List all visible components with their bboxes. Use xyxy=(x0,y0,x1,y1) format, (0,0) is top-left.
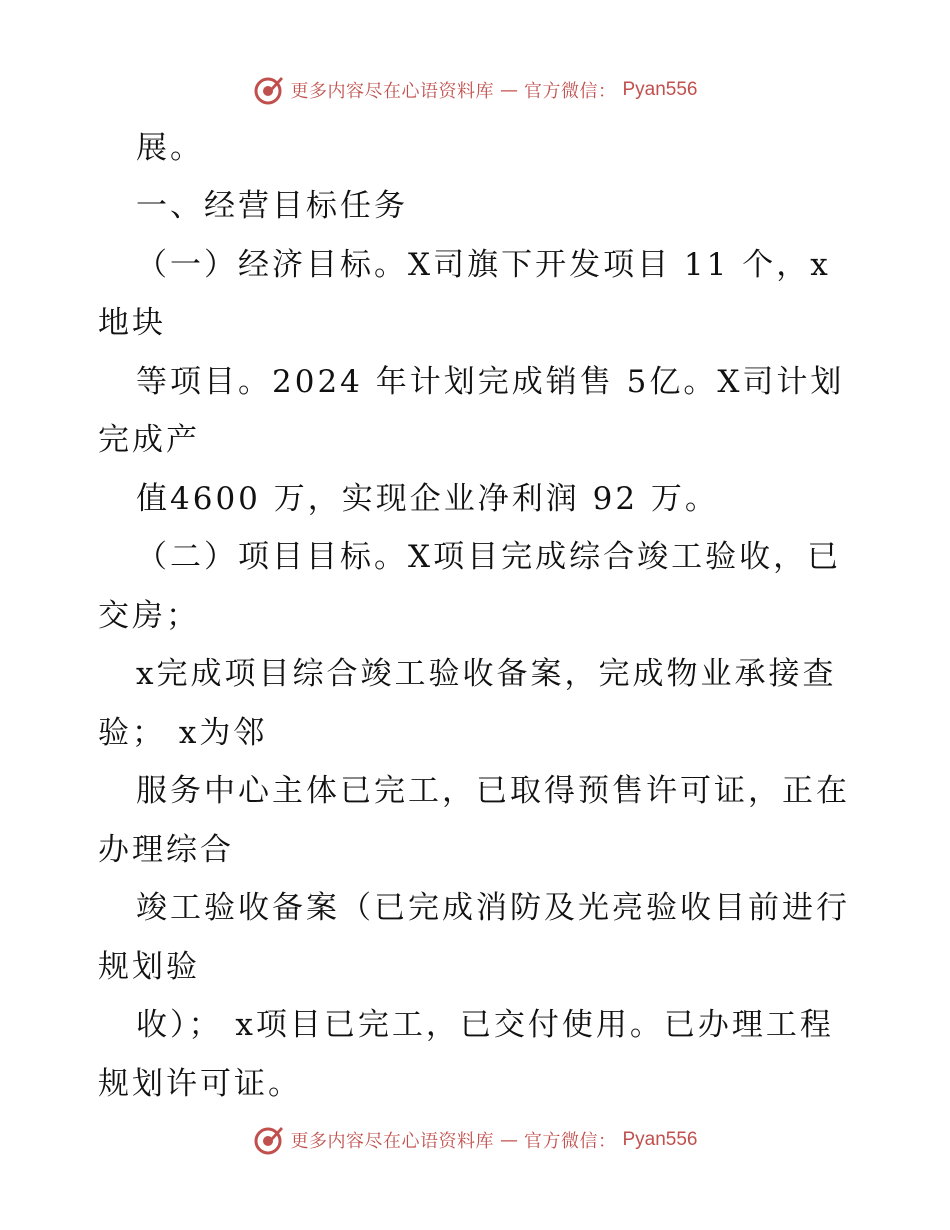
footer-watermark xyxy=(0,1120,950,1160)
body-line: 收）； x项目已完工，已交付使用。已办理工程 xyxy=(136,1007,834,1043)
watermark-dash: — xyxy=(499,79,518,101)
pen-logo-icon xyxy=(252,1124,284,1156)
body-line: 规划验 xyxy=(98,949,200,985)
watermark-text: 更多内容尽在心语资料库 xyxy=(290,1131,494,1152)
watermark-wechat-label: 官方微信： xyxy=(523,81,617,102)
watermark-text: 更多内容尽在心语资料库 xyxy=(290,81,494,102)
body-line: （二）项目目标。X项目完成综合竣工验收，已 xyxy=(136,539,842,575)
watermark-wechat-label: 官方微信： xyxy=(523,1131,617,1152)
body-line: 等项目。2024 年计划完成销售 5亿。X司计划 xyxy=(136,364,845,400)
body-line: 验； x为邻 xyxy=(98,715,268,751)
body-line: 竣工验收备案（已完成消防及光亮验收目前进行 xyxy=(136,890,850,926)
section-heading: 一、经营目标任务 xyxy=(136,188,408,224)
body-line: 地块 xyxy=(98,305,166,341)
body-line: 值4600 万，实现企业净利润 92 万。 xyxy=(136,481,719,517)
body-line: x完成项目综合竣工验收备案，完成物业承接查 xyxy=(136,656,837,692)
body-line: 展。 xyxy=(136,130,204,166)
watermark-dash: — xyxy=(499,1129,518,1151)
body-line: 服务中心主体已完工，已取得预售许可证，正在 xyxy=(136,773,850,809)
watermark-wechat-id: Pyan556 xyxy=(622,1129,698,1150)
body-line: 规划许可证。 xyxy=(98,1066,302,1102)
body-line: 交房； xyxy=(98,598,200,634)
body-line: 办理综合 xyxy=(98,832,234,868)
pen-logo-icon xyxy=(252,74,284,106)
body-line: 完成产 xyxy=(98,422,200,458)
header-watermark xyxy=(0,70,950,110)
watermark-wechat-id: Pyan556 xyxy=(622,79,698,100)
body-line: （一）经济目标。X司旗下开发项目 11 个，x xyxy=(136,247,831,283)
